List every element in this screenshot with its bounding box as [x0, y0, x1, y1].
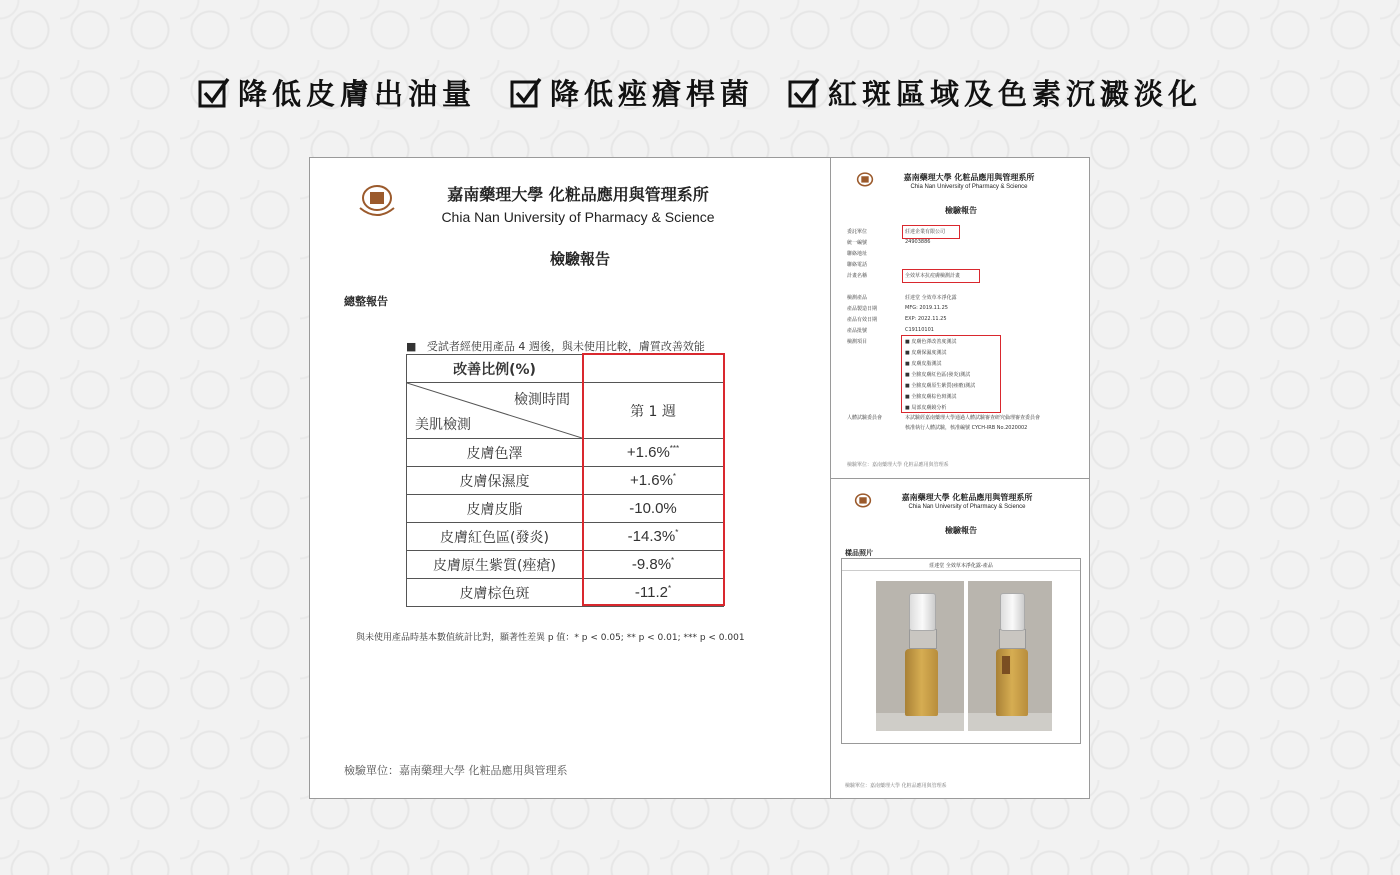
field-row: 聯絡電話 [847, 262, 868, 268]
university-name-zh: 嘉南藥理大學 化粧品應用與管理系所 [901, 493, 1033, 502]
checkbox-checked-icon [788, 76, 822, 110]
university-seal-icon [358, 184, 396, 218]
product-photo-back [968, 581, 1052, 731]
row-label: 皮膚紅色區(發炎) [407, 523, 583, 551]
bullet-line [406, 338, 705, 354]
side-report-bottom-page [830, 478, 1090, 799]
checkbox-checked-icon [510, 76, 544, 110]
corner-top-label: 檢測時間 [514, 392, 570, 408]
claim-text: 紅斑區域及色素沉澱淡化 [828, 77, 1203, 111]
university-seal-icon [853, 493, 873, 511]
ethics-text: 本試驗經嘉南藥理大學通過人體試驗審查研究倫理審查委員會 [905, 415, 1041, 421]
footnote: 與未使用產品時基本數值統計比對，顯著性差異 p 值：* p < 0.05; ** p < 0.01; *** p < 0.001 [356, 633, 745, 643]
field-row: 計畫名稱 全效草本抗痘膚檢測計畫 [847, 273, 961, 279]
field-row: 產品批號 C19110101 [847, 327, 934, 334]
row-label: 皮膚皮脂 [407, 495, 583, 523]
row-value: +1.6%* [583, 467, 724, 495]
report-footer: 檢驗單位：嘉南藥理大學 化粧品應用與管理系 [845, 783, 947, 789]
field-row: 產品有效日期 EXP: 2022.11.25 [847, 316, 947, 323]
row-label: 皮膚保濕度 [407, 467, 583, 495]
university-name-zh: 嘉南藥理大學 化粧品應用與管理系所 [903, 173, 1035, 182]
highlight-box [901, 335, 1001, 413]
claim-text: 降低皮膚出油量 [237, 77, 476, 111]
test-item: ■ 全臉皮膚紅色區(發炎)測試 [905, 372, 971, 378]
university-header [889, 172, 1049, 190]
test-item: ■ 全臉皮膚棕色斑測試 [905, 394, 957, 400]
test-item: ■ 皮膚色澤改善度測試 [905, 339, 957, 345]
highlight-box [582, 353, 725, 606]
university-seal-icon [855, 172, 875, 190]
report-footer: 檢驗單位：嘉南藥理大學 化粧品應用與管理系 [847, 462, 949, 468]
table-header: 改善比例(%) [407, 355, 583, 383]
row-value: -9.8%* [583, 551, 724, 579]
field-row: 產品製造日期 MFG: 2019.11.25 [847, 305, 948, 312]
row-value: +1.6%*** [583, 439, 724, 467]
bullet-text: 受試者經使用產品 4 週後，與未使用比較，膚質改善效能 [426, 340, 705, 353]
checkbox-checked-icon [198, 76, 232, 110]
test-item: ■ 皮膚保濕度測試 [905, 350, 947, 356]
main-report-page [309, 157, 831, 799]
section-title: 總整報告 [344, 295, 388, 308]
row-value: -11.2* [583, 579, 724, 607]
table-corner [407, 383, 583, 439]
doc-title: 檢驗報告 [549, 250, 610, 268]
claim [788, 72, 1202, 113]
corner-bottom-label: 美肌檢測 [415, 417, 471, 433]
column-header: 第 1 週 [583, 383, 724, 439]
ethics-label: 人體試驗委員會 [847, 415, 883, 421]
row-label: 皮膚原生紫質(痤瘡) [407, 551, 583, 579]
claim [198, 72, 476, 113]
headline [0, 72, 1400, 113]
row-label: 皮膚色澤 [407, 439, 583, 467]
university-header [418, 182, 738, 225]
field-row: 檢測產品 莊達堂 全效草本淨化露 [847, 295, 957, 301]
product-photo-front [876, 581, 964, 731]
university-name-en: Chia Nan University of Pharmacy & Science [910, 184, 1028, 190]
university-name-en: Chia Nan University of Pharmacy & Science [908, 504, 1026, 510]
bullet-icon: ■ [406, 340, 417, 353]
university-name-en: Chia Nan University of Pharmacy & Science [441, 209, 715, 225]
test-item: ■ 局部皮膚鏡分析 [905, 405, 947, 411]
highlight-box [902, 225, 960, 239]
row-value: -10.0% [583, 495, 724, 523]
claim [510, 72, 754, 113]
field-row: 聯絡地址 [847, 251, 868, 257]
university-header [887, 492, 1047, 510]
doc-title: 檢驗報告 [945, 526, 977, 535]
test-item: ■ 全臉皮膚原生紫質(痤瘡)測試 [905, 383, 976, 389]
row-label: 皮膚棕色斑 [407, 579, 583, 607]
doc-title: 檢驗報告 [945, 206, 977, 215]
test-item: ■ 皮膚皮脂測試 [905, 361, 942, 367]
report-footer: 檢驗單位：嘉南藥理大學 化粧品應用與管理系 [344, 764, 568, 777]
claim-text: 降低痤瘡桿菌 [549, 77, 754, 111]
field-row: 統一編號 24903886 [847, 239, 931, 246]
field-row: 檢測項目 [847, 339, 868, 345]
highlight-box [902, 269, 980, 283]
ethics-text: 核准執行人體試驗，核准編號 CYCH-IRB No.2020002 [905, 425, 1028, 431]
photo-caption: 莊達堂 全效草本淨化露-產品 [842, 559, 1080, 571]
photo-frame [841, 558, 1081, 744]
section-title: 樣品照片 [845, 549, 873, 557]
field-row: 委託單位 莊達企業有限公司 [847, 229, 946, 235]
university-name-zh: 嘉南藥理大學 化粧品應用與管理系所 [447, 185, 709, 204]
side-report-top-page [830, 157, 1090, 479]
row-value: -14.3%* [583, 523, 724, 551]
